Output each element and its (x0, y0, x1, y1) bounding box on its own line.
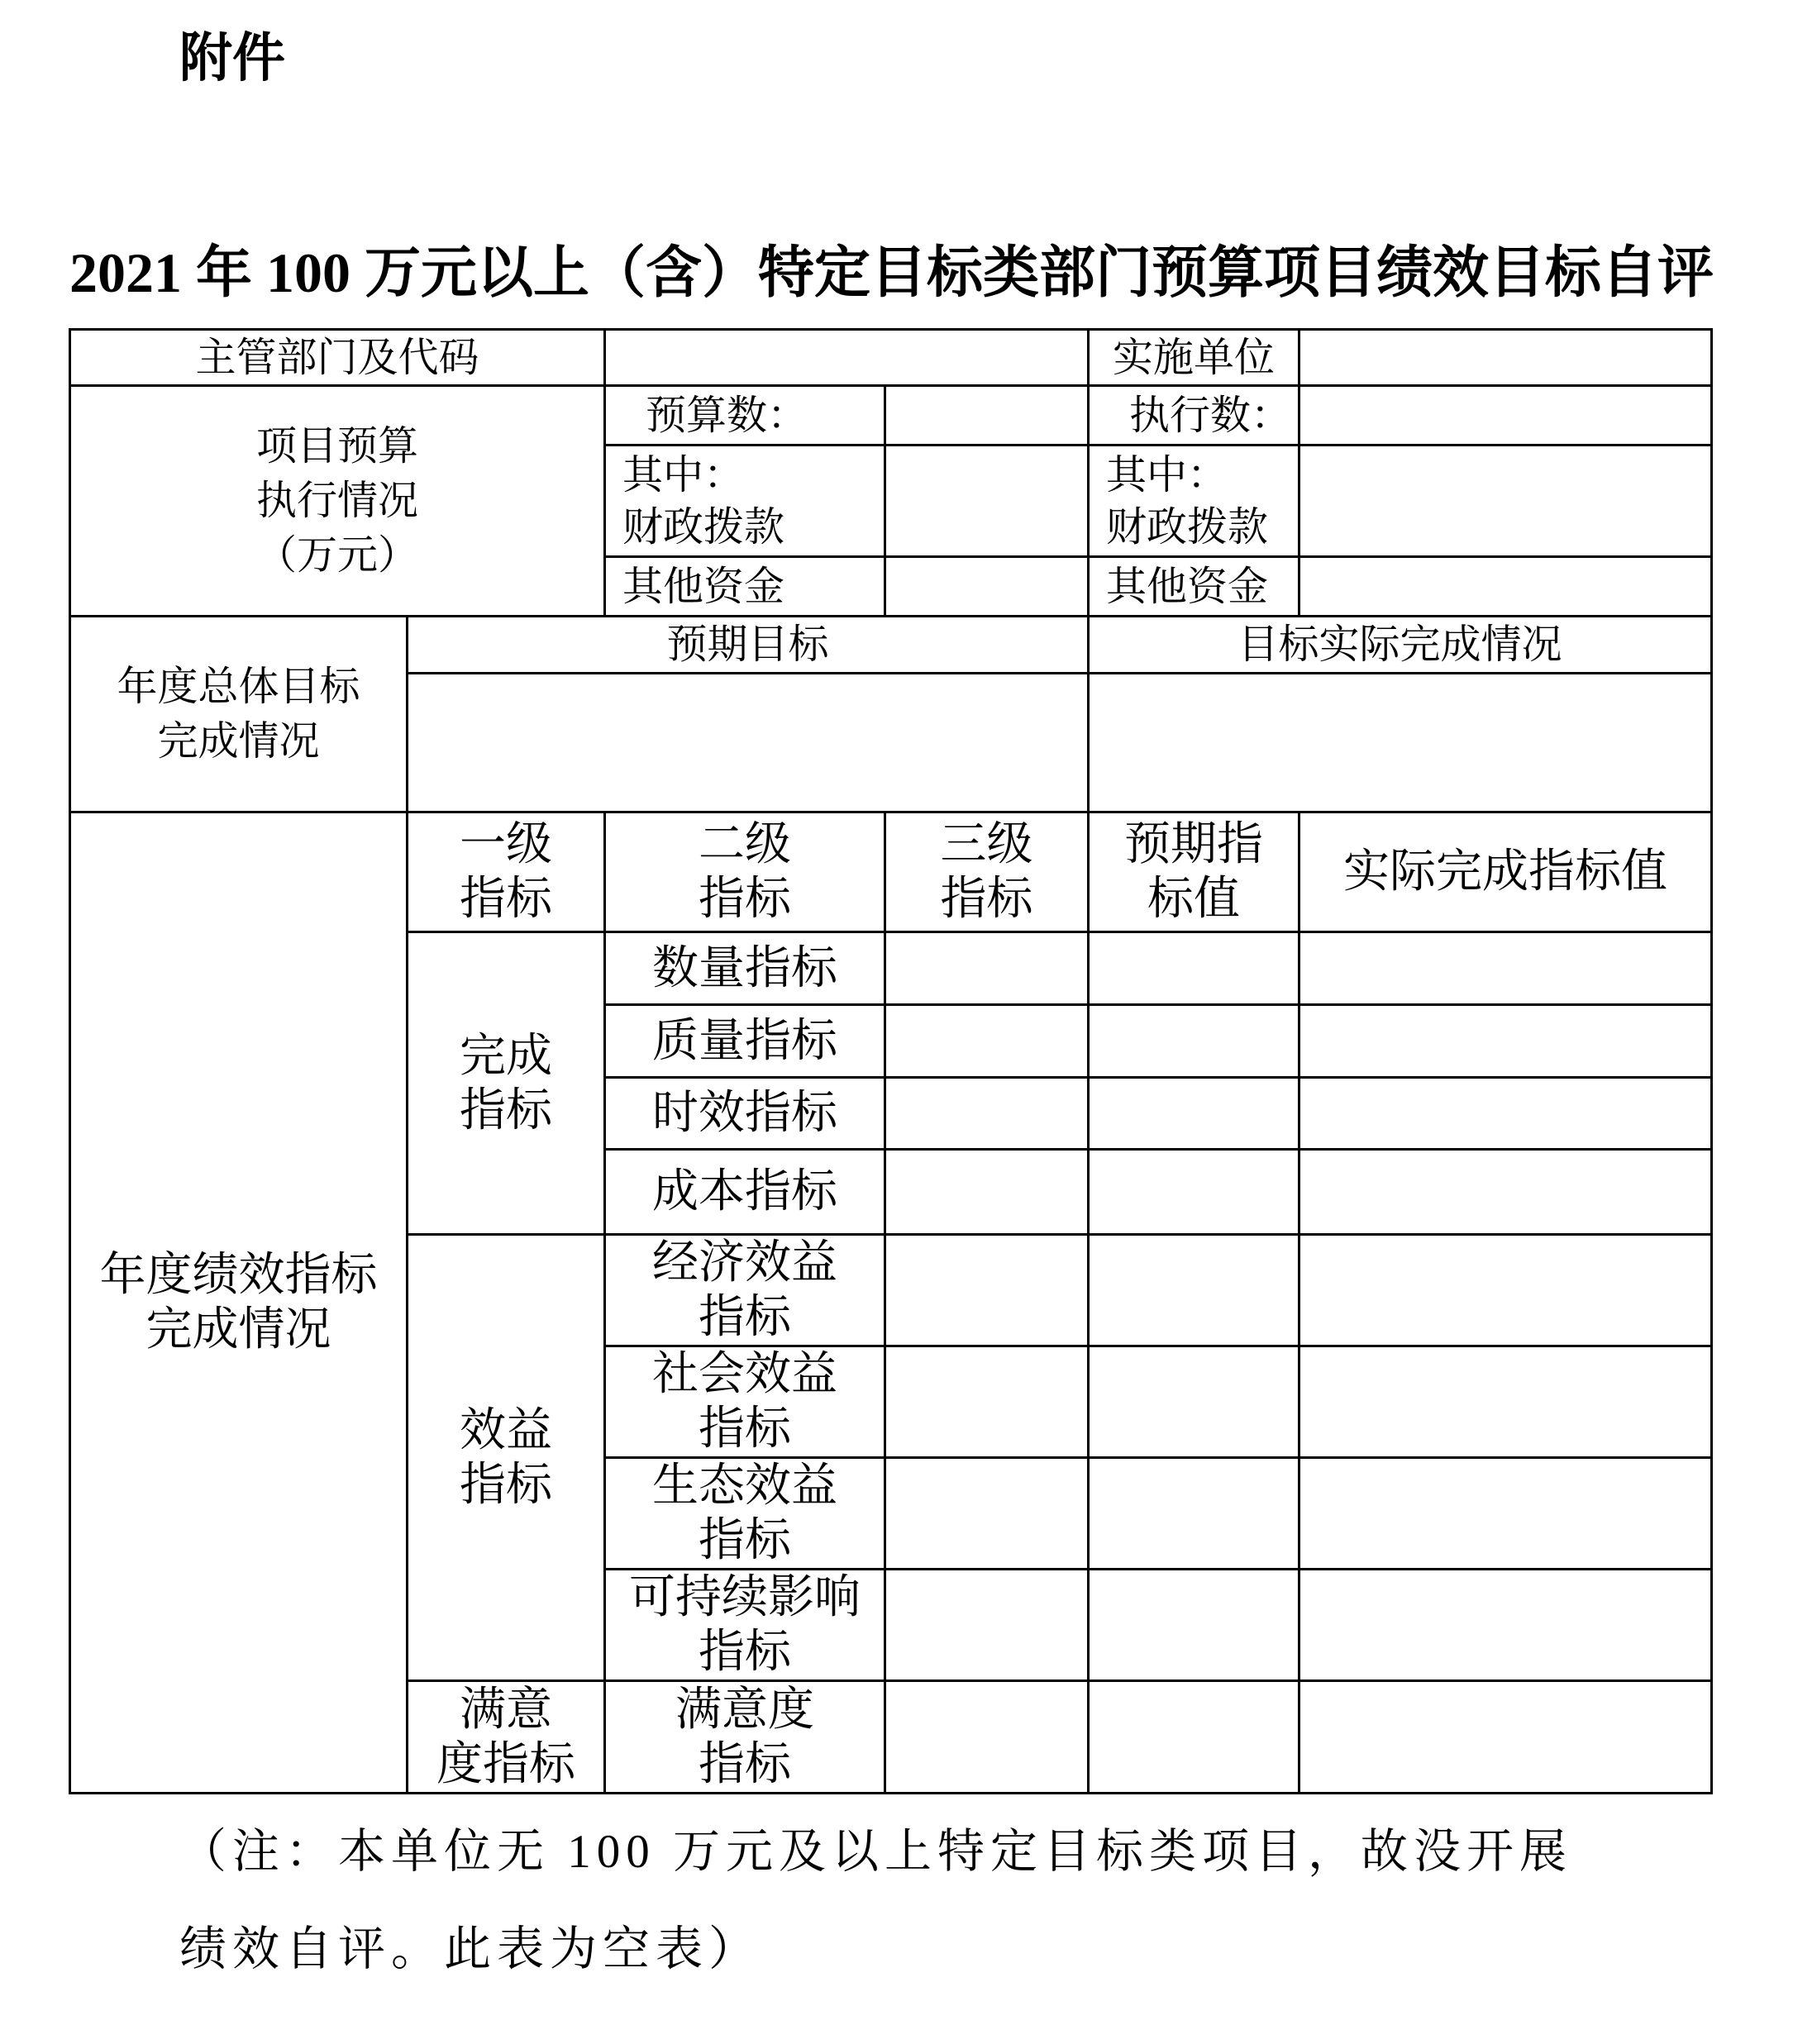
actual-completion-value-cell (1090, 674, 1713, 813)
execution-amount-value-cell (1300, 387, 1713, 446)
ecological-benefit-level3-cell (886, 1459, 1090, 1570)
level3-indicator-header: 三级 指标 (886, 813, 1090, 933)
sustainability-actual-value-cell (1300, 1570, 1713, 1682)
level1-indicator-header: 一级 指标 (408, 813, 606, 933)
indicator-timeliness-label: 时效指标 (606, 1079, 886, 1151)
quantity-actual-value-cell (1300, 933, 1713, 1006)
satisfaction-actual-value-cell (1300, 1682, 1713, 1794)
page-title: 2021 年 100 万元以上（含）特定目标类部门预算项目绩效目标自评 (69, 241, 1714, 304)
attachment-label: 附件 (179, 28, 285, 88)
expected-indicator-value-header: 预期指 标值 (1090, 813, 1300, 933)
indicator-quantity-label: 数量指标 (606, 933, 886, 1006)
satisfaction-expected-value-cell (1090, 1682, 1300, 1794)
budget-execution-label: 项目预算 执行情况 （万元） (71, 387, 606, 617)
execution-other-funds-value-cell (1300, 558, 1713, 617)
expected-target-header: 预期目标 (408, 617, 1090, 674)
sustainability-expected-value-cell (1090, 1570, 1300, 1682)
economic-benefit-level3-cell (886, 1236, 1090, 1347)
quality-actual-value-cell (1300, 1006, 1713, 1079)
execution-other-funds-label: 其他资金 (1090, 558, 1300, 617)
timeliness-actual-value-cell (1300, 1079, 1713, 1151)
ecological-benefit-expected-value-cell (1090, 1459, 1300, 1570)
social-benefit-actual-value-cell (1300, 1347, 1713, 1459)
cost-expected-value-cell (1090, 1151, 1300, 1236)
annual-target-label: 年度总体目标 完成情况 (71, 617, 408, 813)
economic-benefit-actual-value-cell (1300, 1236, 1713, 1347)
benefit-indicators-group: 效益 指标 (408, 1236, 606, 1682)
indicator-satisfaction-label: 满意度 指标 (606, 1682, 886, 1794)
budget-fiscal-value-cell (886, 446, 1090, 558)
quality-expected-value-cell (1090, 1006, 1300, 1079)
performance-indicators-label: 年度绩效指标 完成情况 (71, 813, 408, 1794)
indicator-economic-benefit-label: 经济效益 指标 (606, 1236, 886, 1347)
satisfaction-indicators-group: 满意 度指标 (408, 1682, 606, 1794)
budget-amount-value-cell (886, 387, 1090, 446)
execution-fiscal-value-cell (1300, 446, 1713, 558)
timeliness-expected-value-cell (1090, 1079, 1300, 1151)
budget-fiscal-label: 其中： 财政拨款 (606, 446, 886, 558)
actual-completion-header: 目标实际完成情况 (1090, 617, 1713, 674)
note-line-1: （注：本单位无 100 万元及以上特定目标类项目，故没开展 (179, 1826, 1572, 1878)
indicator-ecological-benefit-label: 生态效益 指标 (606, 1459, 886, 1570)
performance-self-evaluation-table (69, 328, 1713, 1794)
cost-level3-cell (886, 1151, 1090, 1236)
sustainability-level3-cell (886, 1570, 1090, 1682)
level2-indicator-header: 二级 指标 (606, 813, 886, 933)
satisfaction-level3-cell (886, 1682, 1090, 1794)
completion-indicators-group: 完成 指标 (408, 933, 606, 1236)
social-benefit-level3-cell (886, 1347, 1090, 1459)
department-code-label: 主管部门及代码 (71, 331, 606, 387)
quantity-expected-value-cell (1090, 933, 1300, 1006)
ecological-benefit-actual-value-cell (1300, 1459, 1713, 1570)
budget-other-funds-value-cell (886, 558, 1090, 617)
cost-actual-value-cell (1300, 1151, 1713, 1236)
quality-level3-cell (886, 1006, 1090, 1079)
economic-benefit-expected-value-cell (1090, 1236, 1300, 1347)
actual-indicator-value-header: 实际完成指标值 (1300, 813, 1713, 933)
execution-fiscal-label: 其中： 财政拨款 (1090, 446, 1300, 558)
indicator-sustainability-label: 可持续影响 指标 (606, 1570, 886, 1682)
indicator-social-benefit-label: 社会效益 指标 (606, 1347, 886, 1459)
social-benefit-expected-value-cell (1090, 1347, 1300, 1459)
execution-amount-label: 执行数： (1090, 387, 1300, 446)
budget-other-funds-label: 其他资金 (606, 558, 886, 617)
indicator-quality-label: 质量指标 (606, 1006, 886, 1079)
timeliness-level3-cell (886, 1079, 1090, 1151)
implementing-unit-label: 实施单位 (1090, 331, 1300, 387)
quantity-level3-cell (886, 933, 1090, 1006)
note-line-2: 绩效自评。此表为空表） (179, 1923, 761, 1975)
department-code-value-cell (606, 331, 1090, 387)
budget-amount-label: 预算数： (606, 387, 886, 446)
implementing-unit-value-cell (1300, 331, 1713, 387)
expected-target-value-cell (408, 674, 1090, 813)
indicator-cost-label: 成本指标 (606, 1151, 886, 1236)
